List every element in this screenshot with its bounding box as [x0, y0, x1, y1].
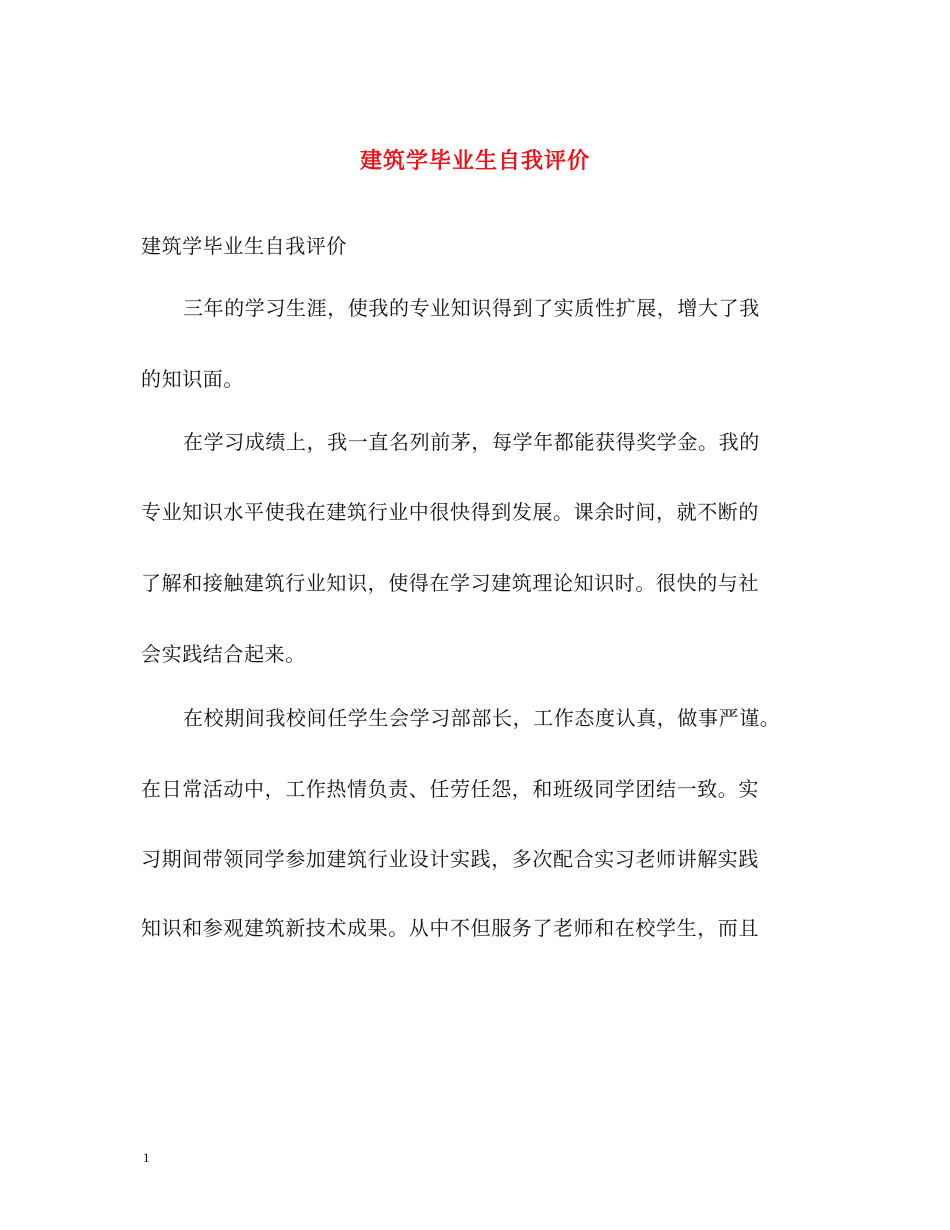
paragraph-line: 专业知识水平使我在建筑行业中很快得到发展。课余时间，就不断的 — [141, 500, 759, 524]
document-subtitle: 建筑学毕业生自我评价 — [141, 234, 347, 258]
paragraph-line: 会实践结合起来。 — [141, 642, 306, 666]
paragraph-line: 三年的学习生涯，使我的专业知识得到了实质性扩展，增大了我 — [183, 296, 760, 320]
paragraph-line: 的知识面。 — [141, 367, 244, 391]
paragraph-line: 了解和接触建筑行业知识，使得在学习建筑理论知识时。很快的与社 — [141, 571, 759, 595]
document-title: 建筑学毕业生自我评价 — [359, 148, 590, 174]
paragraph-line: 在学习成绩上，我一直名列前茅，每学年都能获得奖学金。我的 — [183, 430, 760, 454]
paragraph-line: 知识和参观建筑新技术成果。从中不但服务了老师和在校学生，而且 — [141, 916, 759, 940]
paragraph-line: 习期间带领同学参加建筑行业设计实践，多次配合实习老师讲解实践 — [141, 847, 759, 871]
paragraph-line: 在日常活动中，工作热情负责、任劳任怨，和班级同学团结一致。实 — [141, 777, 759, 801]
paragraph-line: 在校期间我校间任学生会学习部部长，工作态度认真，做事严谨。 — [183, 706, 781, 730]
page-number: 1 — [143, 1150, 150, 1165]
